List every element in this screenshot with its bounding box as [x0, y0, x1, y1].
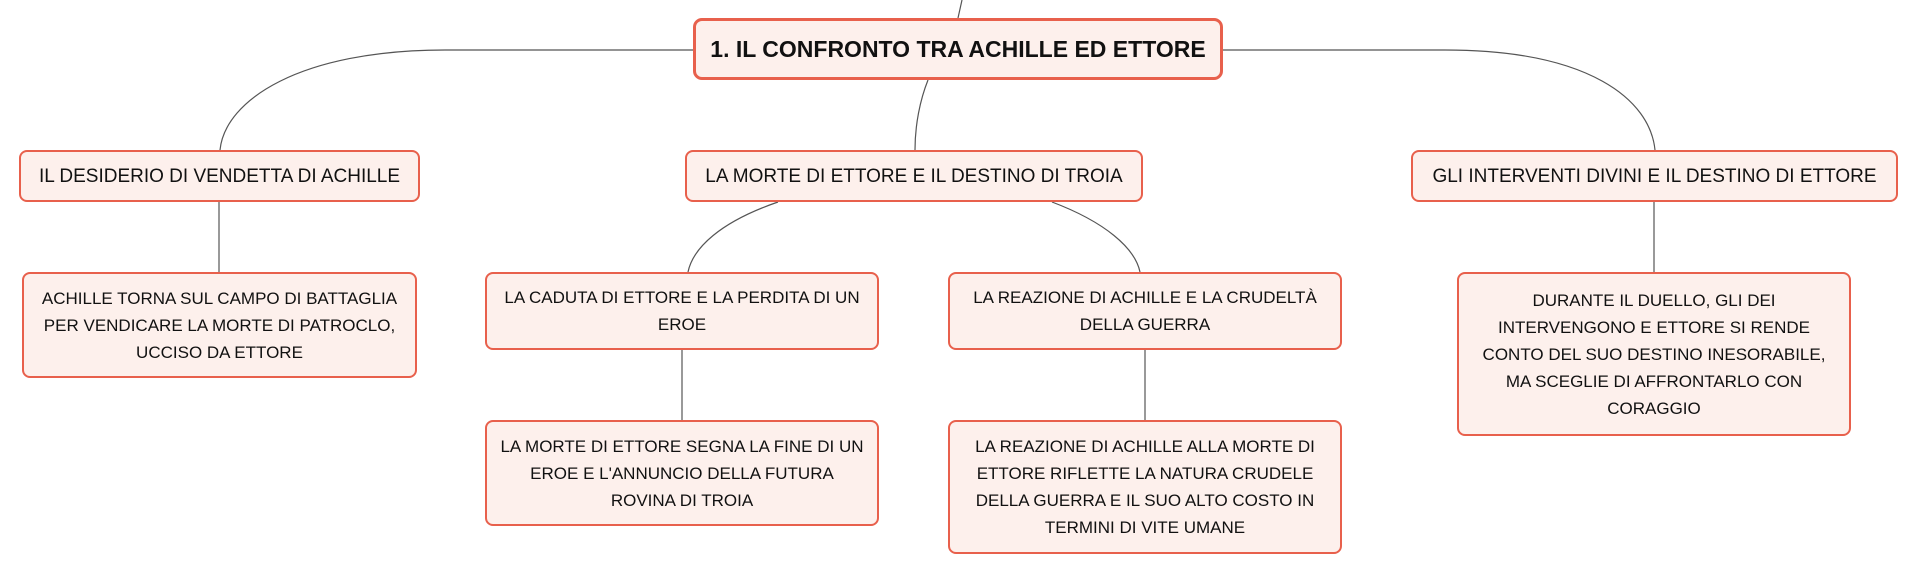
root-node[interactable]: 1. IL CONFRONTO TRA ACHILLE ED ETTORE — [693, 18, 1223, 80]
leaf-node-duello[interactable]: DURANTE IL DUELLO, GLI DEI INTERVENGONO E ETTORE SI RENDE CONTO DEL SUO DESTINO INESORABILE, MA SCEGLIE DI AFFRONTARLO CON CORAGGIO — [1457, 272, 1851, 436]
connector-root-branch-3 — [1223, 50, 1655, 150]
leaf-node-achille-torna[interactable]: ACHILLE TORNA SUL CAMPO DI BATTAGLIA PER VENDICARE LA MORTE DI PATROCLO, UCCISO DA ETTORE — [22, 272, 417, 378]
connector-root-parent — [958, 0, 962, 18]
connector-branch-2-sub-1 — [688, 202, 778, 272]
connector-root-branch-2 — [915, 80, 928, 150]
connector-branch-2-sub-2 — [1052, 202, 1140, 272]
connector-root-branch-1 — [220, 50, 693, 150]
sub-node-caduta-ettore[interactable]: LA CADUTA DI ETTORE E LA PERDITA DI UN EROE — [485, 272, 879, 350]
leaf-node-fine-eroe[interactable]: LA MORTE DI ETTORE SEGNA LA FINE DI UN EROE E L'ANNUNCIO DELLA FUTURA ROVINA DI TROIA — [485, 420, 879, 526]
branch-node-morte-ettore[interactable]: LA MORTE DI ETTORE E IL DESTINO DI TROIA — [685, 150, 1143, 202]
branch-node-vendetta[interactable]: IL DESIDERIO DI VENDETTA DI ACHILLE — [19, 150, 420, 202]
leaf-node-natura-guerra[interactable]: LA REAZIONE DI ACHILLE ALLA MORTE DI ETTORE RIFLETTE LA NATURA CRUDELE DELLA GUERRA E IL SUO ALTO COSTO IN TERMINI DI VITE UMANE — [948, 420, 1342, 554]
sub-node-reazione-achille[interactable]: LA REAZIONE DI ACHILLE E LA CRUDELTÀ DELLA GUERRA — [948, 272, 1342, 350]
branch-node-interventi-divini[interactable]: GLI INTERVENTI DIVINI E IL DESTINO DI ETTORE — [1411, 150, 1898, 202]
